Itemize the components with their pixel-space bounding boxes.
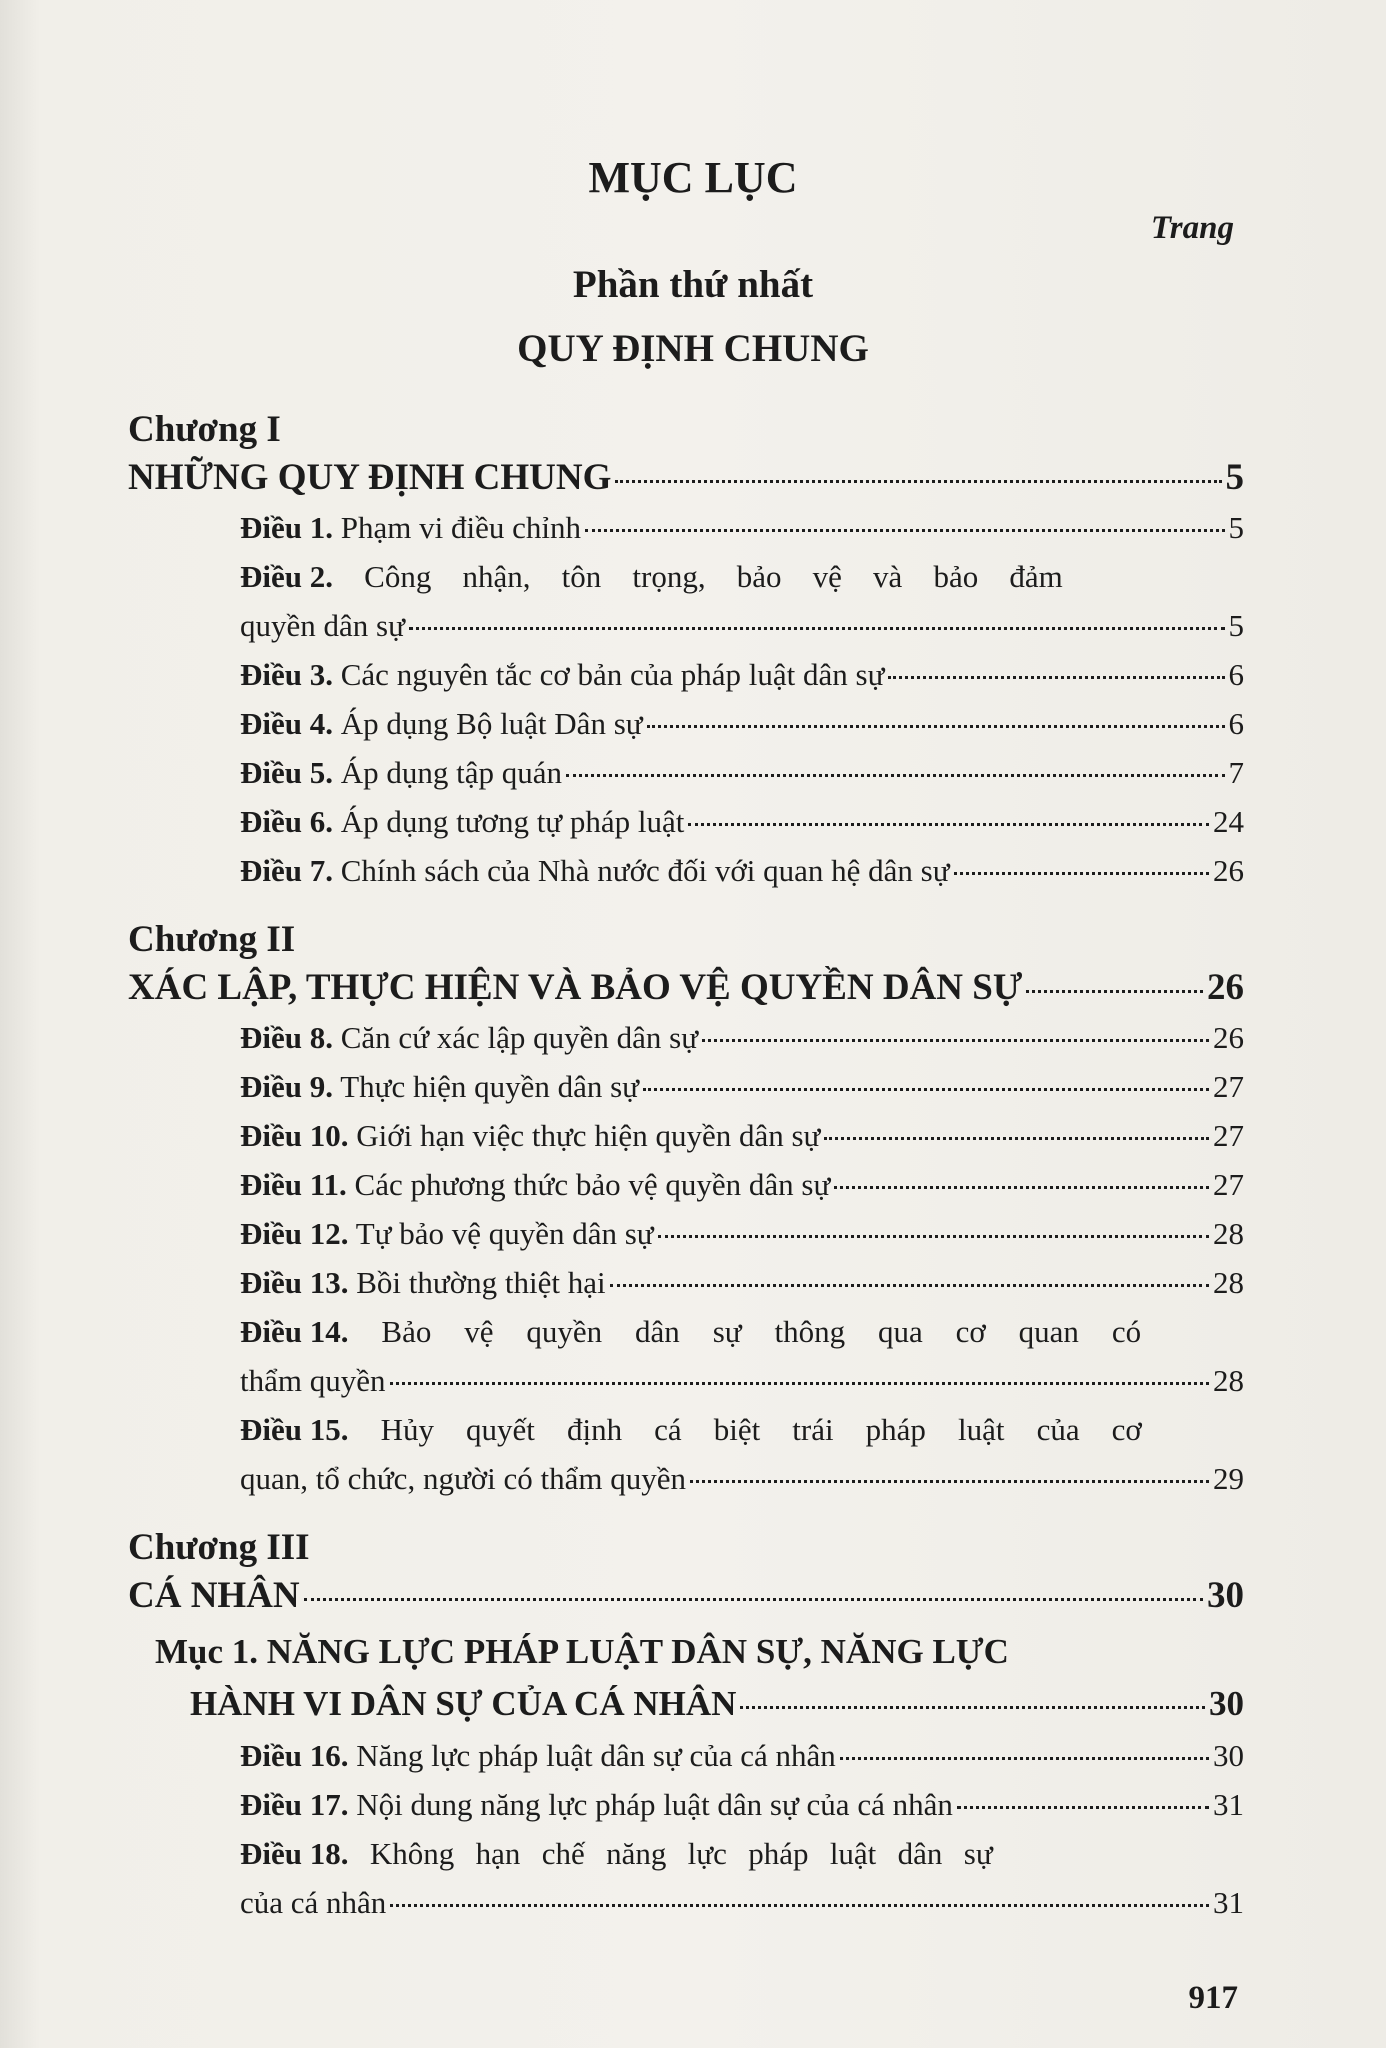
article-title: Năng lực pháp luật dân sự của cá nhân: [356, 1738, 836, 1773]
word: lực: [687, 1836, 727, 1871]
word: quyền: [526, 1314, 603, 1349]
article-number: Điều 3.: [240, 657, 333, 692]
word: biệt: [713, 1412, 761, 1447]
toc-entry-chapter-2[interactable]: [128, 966, 1244, 1009]
article-title: Các nguyên tắc cơ bản của pháp luật dân sự: [340, 657, 885, 692]
toc-entry-article-16[interactable]: [240, 1738, 1244, 1774]
dot-leader: [740, 1705, 1205, 1709]
word: định: [566, 1412, 623, 1447]
article-page: 6: [1228, 657, 1244, 692]
chapter-3-label: Chương III: [128, 1527, 310, 1568]
toc-entry-article-8[interactable]: [240, 1020, 1244, 1056]
word: và: [873, 559, 903, 594]
toc-entry-article-15-line1[interactable]: [240, 1412, 1244, 1448]
article-title: Nội dung năng lực pháp luật dân sự của cá nhân: [356, 1787, 953, 1822]
word: pháp: [865, 1412, 926, 1447]
article-number: Điều 4.: [240, 706, 333, 741]
word: thông: [774, 1314, 846, 1349]
dot-leader: [643, 1087, 1209, 1091]
toc-entry-article-1[interactable]: [240, 510, 1244, 546]
toc-entry-article-11[interactable]: [240, 1167, 1244, 1203]
toc-entry-article-2-line2[interactable]: [240, 608, 1244, 644]
article-title: Áp dụng tập quán: [340, 755, 563, 790]
article-number: Điều 8.: [240, 1020, 333, 1055]
word: bảo: [933, 559, 979, 594]
toc-entry-article-14-line2[interactable]: [240, 1363, 1244, 1399]
article-number: Điều 7.: [240, 853, 333, 888]
chapter-1-title: NHỮNG QUY ĐỊNH CHUNG: [128, 457, 612, 498]
chapter-1-page: 5: [1225, 457, 1244, 498]
article-title: Bồi thường thiệt hại: [356, 1265, 606, 1300]
word: tôn: [561, 559, 602, 594]
article-number: Điều 9.: [240, 1069, 333, 1104]
page-number: 917: [1188, 1980, 1238, 2016]
toc-entry-article-12[interactable]: [240, 1216, 1244, 1252]
article-title-continued: thẩm quyền: [240, 1363, 386, 1398]
word: năng: [606, 1836, 667, 1871]
article-number: Điều 16.: [240, 1738, 349, 1773]
toc-entry-chapter-1[interactable]: [128, 456, 1244, 499]
chapter-2-label: Chương II: [128, 919, 296, 960]
word: sự: [712, 1314, 742, 1349]
dot-leader: [702, 1038, 1209, 1042]
word: luật: [958, 1412, 1005, 1447]
dot-leader: [957, 1805, 1209, 1809]
toc-entry-article-10[interactable]: [240, 1118, 1244, 1154]
dot-leader: [390, 1903, 1209, 1907]
word: quyết: [466, 1412, 535, 1447]
toc-entry-article-3[interactable]: [240, 657, 1244, 693]
toc-entry-article-17[interactable]: [240, 1787, 1244, 1823]
section-1-title-line1[interactable]: Mục 1. NĂNG LỰC PHÁP LUẬT DÂN SỰ, NĂNG LỰC: [155, 1632, 1009, 1671]
word: đảm: [1009, 559, 1063, 594]
dot-leader: [647, 724, 1225, 728]
article-title: Tự bảo vệ quyền dân sự: [355, 1216, 654, 1251]
word: Công: [364, 559, 432, 594]
word: Không: [369, 1836, 455, 1871]
word: Bảo: [381, 1314, 432, 1349]
article-page: 31: [1213, 1787, 1244, 1822]
article-number: Điều 11.: [240, 1167, 347, 1202]
article-page: 5: [1228, 510, 1244, 545]
dot-leader: [409, 626, 1225, 630]
dot-leader: [615, 479, 1221, 483]
chapter-3-title: CÁ NHÂN: [128, 1575, 300, 1616]
dot-leader: [658, 1234, 1209, 1238]
article-number: Điều 17.: [240, 1787, 349, 1822]
article-page: 26: [1213, 1020, 1244, 1055]
toc-entry-article-14-line1[interactable]: [240, 1314, 1244, 1350]
word: dân: [635, 1314, 680, 1349]
article-title: Các phương thức bảo vệ quyền dân sự: [354, 1167, 831, 1202]
word: nhận,: [462, 559, 531, 594]
article-number: Điều 12.: [240, 1216, 349, 1251]
toc-entry-article-13[interactable]: [240, 1265, 1244, 1301]
dot-leader: [834, 1185, 1209, 1189]
chapter-2-title: XÁC LẬP, THỰC HIỆN VÀ BẢO VỆ QUYỀN DÂN SỰ: [128, 967, 1023, 1008]
article-page: 6: [1228, 706, 1244, 741]
article-number: Điều 14.: [240, 1314, 349, 1349]
word: vệ: [812, 559, 842, 594]
toc-entry-article-15-line2[interactable]: [240, 1461, 1244, 1497]
word: bảo: [736, 559, 782, 594]
toc-entry-article-18-line2[interactable]: [240, 1885, 1244, 1921]
article-title: Giới hạn việc thực hiện quyền dân sự: [356, 1118, 821, 1153]
article-page: 28: [1213, 1216, 1244, 1251]
word: của: [1036, 1412, 1080, 1447]
chapter-2-page: 26: [1207, 967, 1244, 1008]
article-page: 5: [1228, 608, 1244, 643]
toc-entry-article-6[interactable]: [240, 804, 1244, 840]
word: dân: [897, 1836, 943, 1871]
chapter-3-page: 30: [1207, 1575, 1244, 1616]
article-number: Điều 15.: [240, 1412, 349, 1447]
article-title: Chính sách của Nhà nước đối với quan hệ dân sự: [340, 853, 950, 888]
article-title: Áp dụng Bộ luật Dân sự: [340, 706, 643, 741]
article-page: 27: [1213, 1069, 1244, 1104]
word: chế: [541, 1836, 585, 1871]
dot-leader: [610, 1283, 1209, 1287]
article-page: 7: [1228, 755, 1244, 790]
article-page: 29: [1213, 1461, 1244, 1496]
dot-leader: [688, 822, 1209, 826]
section-1-page: 30: [1209, 1684, 1244, 1723]
article-title: Áp dụng tương tự pháp luật: [340, 804, 685, 839]
article-page: 30: [1213, 1738, 1244, 1773]
word: quan: [1018, 1314, 1079, 1349]
word: trọng,: [632, 559, 706, 594]
word: hạn: [475, 1836, 521, 1871]
part-subtitle: QUY ĐỊNH CHUNG: [517, 327, 869, 370]
page-title: MỤC LỤC: [588, 153, 798, 202]
page-column-label: Trang: [1150, 210, 1234, 246]
word: cơ: [1111, 1412, 1142, 1447]
article-title-continued: quyền dân sự: [240, 608, 405, 643]
dot-leader: [566, 773, 1224, 777]
dot-leader: [690, 1479, 1209, 1483]
chapter-1-label: Chương I: [128, 409, 281, 450]
word: pháp: [748, 1836, 809, 1871]
word: trái: [792, 1412, 834, 1447]
word: cá: [654, 1412, 682, 1447]
article-title: Căn cứ xác lập quyền dân sự: [340, 1020, 699, 1055]
article-page: 28: [1213, 1265, 1244, 1300]
article-number: Điều 2.: [240, 559, 333, 594]
toc-entry-article-9[interactable]: [240, 1069, 1244, 1105]
part-heading: Phần thứ nhất: [572, 263, 814, 306]
article-number: Điều 1.: [240, 510, 333, 545]
article-title-continued: của cá nhân: [240, 1885, 387, 1920]
article-page: 24: [1213, 804, 1244, 839]
article-title: Phạm vi điều chỉnh: [340, 510, 581, 545]
dot-leader: [1026, 989, 1203, 993]
article-number: Điều 5.: [240, 755, 333, 790]
article-page: 26: [1213, 853, 1244, 888]
article-page: 27: [1213, 1118, 1244, 1153]
article-title-continued: quan, tổ chức, người có thẩm quyền: [240, 1461, 687, 1496]
toc-entry-article-18-line1[interactable]: [240, 1836, 1244, 1872]
article-number: Điều 6.: [240, 804, 333, 839]
word: sự: [963, 1836, 993, 1871]
toc-entry-article-2-line1[interactable]: [240, 559, 1244, 595]
dot-leader: [840, 1756, 1209, 1760]
dot-leader: [585, 528, 1225, 532]
toc-entry-chapter-3[interactable]: [128, 1574, 1244, 1617]
dot-leader: [888, 675, 1224, 679]
toc-entry-article-5[interactable]: [240, 755, 1244, 791]
article-page: 27: [1213, 1167, 1244, 1202]
dot-leader: [304, 1597, 1203, 1601]
article-number: Điều 18.: [240, 1836, 349, 1871]
article-page: 28: [1213, 1363, 1244, 1398]
word: cơ: [955, 1314, 986, 1349]
toc-entry-section-1[interactable]: [190, 1684, 1244, 1724]
dot-leader: [954, 871, 1209, 875]
word: qua: [877, 1314, 923, 1349]
article-title: Thực hiện quyền dân sự: [340, 1069, 639, 1104]
dot-leader: [824, 1136, 1209, 1140]
article-number: Điều 10.: [240, 1118, 349, 1153]
word: Hủy: [380, 1412, 434, 1447]
word: có: [1111, 1314, 1142, 1349]
toc-entry-article-4[interactable]: [240, 706, 1244, 742]
article-number: Điều 13.: [240, 1265, 349, 1300]
section-1-title-line2: HÀNH VI DÂN SỰ CỦA CÁ NHÂN: [190, 1684, 737, 1723]
toc-entry-article-7[interactable]: [240, 853, 1244, 889]
word: vệ: [464, 1314, 494, 1349]
dot-leader: [390, 1381, 1210, 1385]
article-page: 31: [1213, 1885, 1244, 1920]
word: luật: [829, 1836, 877, 1871]
